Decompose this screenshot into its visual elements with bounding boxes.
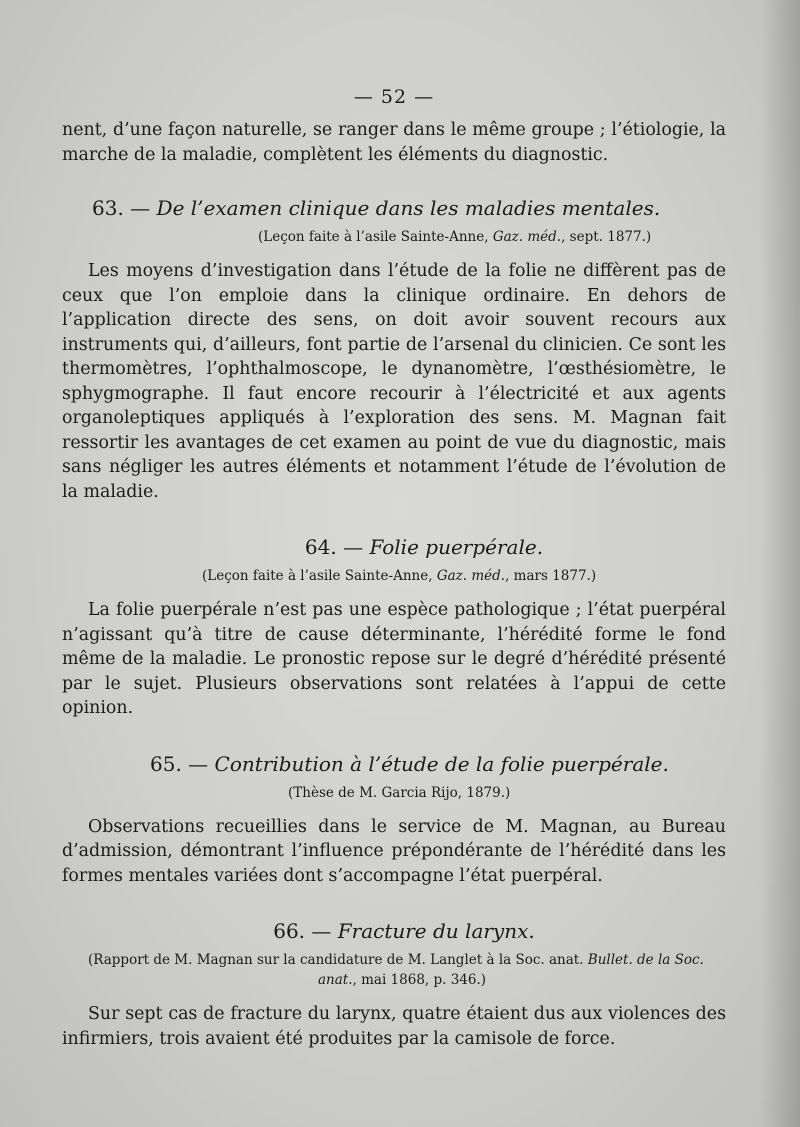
section-source [62,566,726,586]
section-66 [62,918,726,1051]
source-text: (Thèse de M. Garcia Rijo, 1879.) [288,784,511,801]
section-heading [62,918,726,944]
heading-dash: — [130,196,151,220]
section-title: Folie puerpérale. [369,535,544,559]
intro-line: marche de la maladie, complètent les éléments du diagnostic. [62,144,609,165]
section-63 [62,195,726,504]
section-body: La folie puerpérale n’est pas une espèce pathologique ; l’état puerpéral n’agissant qu’à titre de cause déterminante, l’hérédité forme le fond même de la maladie. Le pronostic repose sur le degré d’hérédité présenté par le sujet. Plusieurs observations sont relatées à l’appui de cette opinion. [62,600,726,718]
source-date: , mars 1877.) [505,568,597,584]
source-journal: Bullet. de la Soc. [587,952,704,968]
section-heading [62,534,726,560]
source-text: (Rapport de M. Magnan sur la candidature de M. Langlet à la Soc. anat. [88,952,584,968]
section-title: Fracture du larynx. [337,919,535,943]
page-edge-shadow [760,0,800,1127]
section-number: 65. [150,751,182,776]
intro-line: nent, d’une façon naturelle, se ranger dans le même groupe ; l’étiologie, la [62,120,726,140]
section-body: Les moyens d’investigation dans l’étude de la folie ne diffèrent pas de ceux que l’on emploie dans la clinique ordinaire. En dehors de l’application directe des sens, on doit avoir souvent recours aux instruments qui, d’ailleurs, font partie de l’arsenal du clinicien. Ce sont les thermomètres, l’ophthalmoscope, le dynanomètre, l’œsthésiomètre, le sphygmographe. Il faut encore recourir à l’électricité et aux agents organoleptiques appliqués à l’exploration des sens. M. Magnan fait ressortir les avantages de cet examen au point de vue du diagnostic, mais sans négliger les autres éléments et notamment l’étude de l’évolution de la maladie. [62,261,726,502]
intro-paragraph [62,118,726,167]
section-heading [62,195,726,221]
section-number: 63. [92,196,124,220]
source-journal: Gaz. méd. [492,229,562,245]
source-date: , sept. 1877.) [561,229,652,245]
section-body: Observations recueillies dans le service de M. Magnan, au Bureau d’admission, démontrant l’influence prépondérante de l’hérédité dans les formes mentales variées dont s’accompagne l’état puerpéral. [62,816,726,886]
source-journal: Gaz. méd. [436,568,506,584]
section-64 [62,534,726,721]
page-number: — 52 — [353,86,435,108]
source-text: (Leçon faite à l’asile Sainte-Anne, [202,568,433,584]
section-source [62,783,726,803]
section-title: De l’examen clinique dans les maladies mentales. [156,196,661,220]
source-journal-cont: anat. [318,972,353,988]
section-65 [62,751,726,889]
section-title: Contribution à l’étude de la folie puerpérale. [214,751,669,776]
source-date: , mai 1868, p. 346.) [352,972,487,988]
section-source [62,950,726,990]
section-number: 66. [273,919,306,943]
section-source [62,227,726,247]
heading-dash: — [311,919,332,943]
page-content [62,78,726,1051]
source-text: (Leçon faite à l’asile Sainte-Anne, [258,229,489,245]
heading-dash: — [343,535,364,559]
section-heading [62,751,726,777]
heading-dash: — [188,751,209,776]
section-body: Sur sept cas de fracture du larynx, quatre étaient dus aux violences des infirmiers, trois avaient été produites par la camisole de force. [62,1004,726,1049]
section-number: 64. [304,535,337,559]
